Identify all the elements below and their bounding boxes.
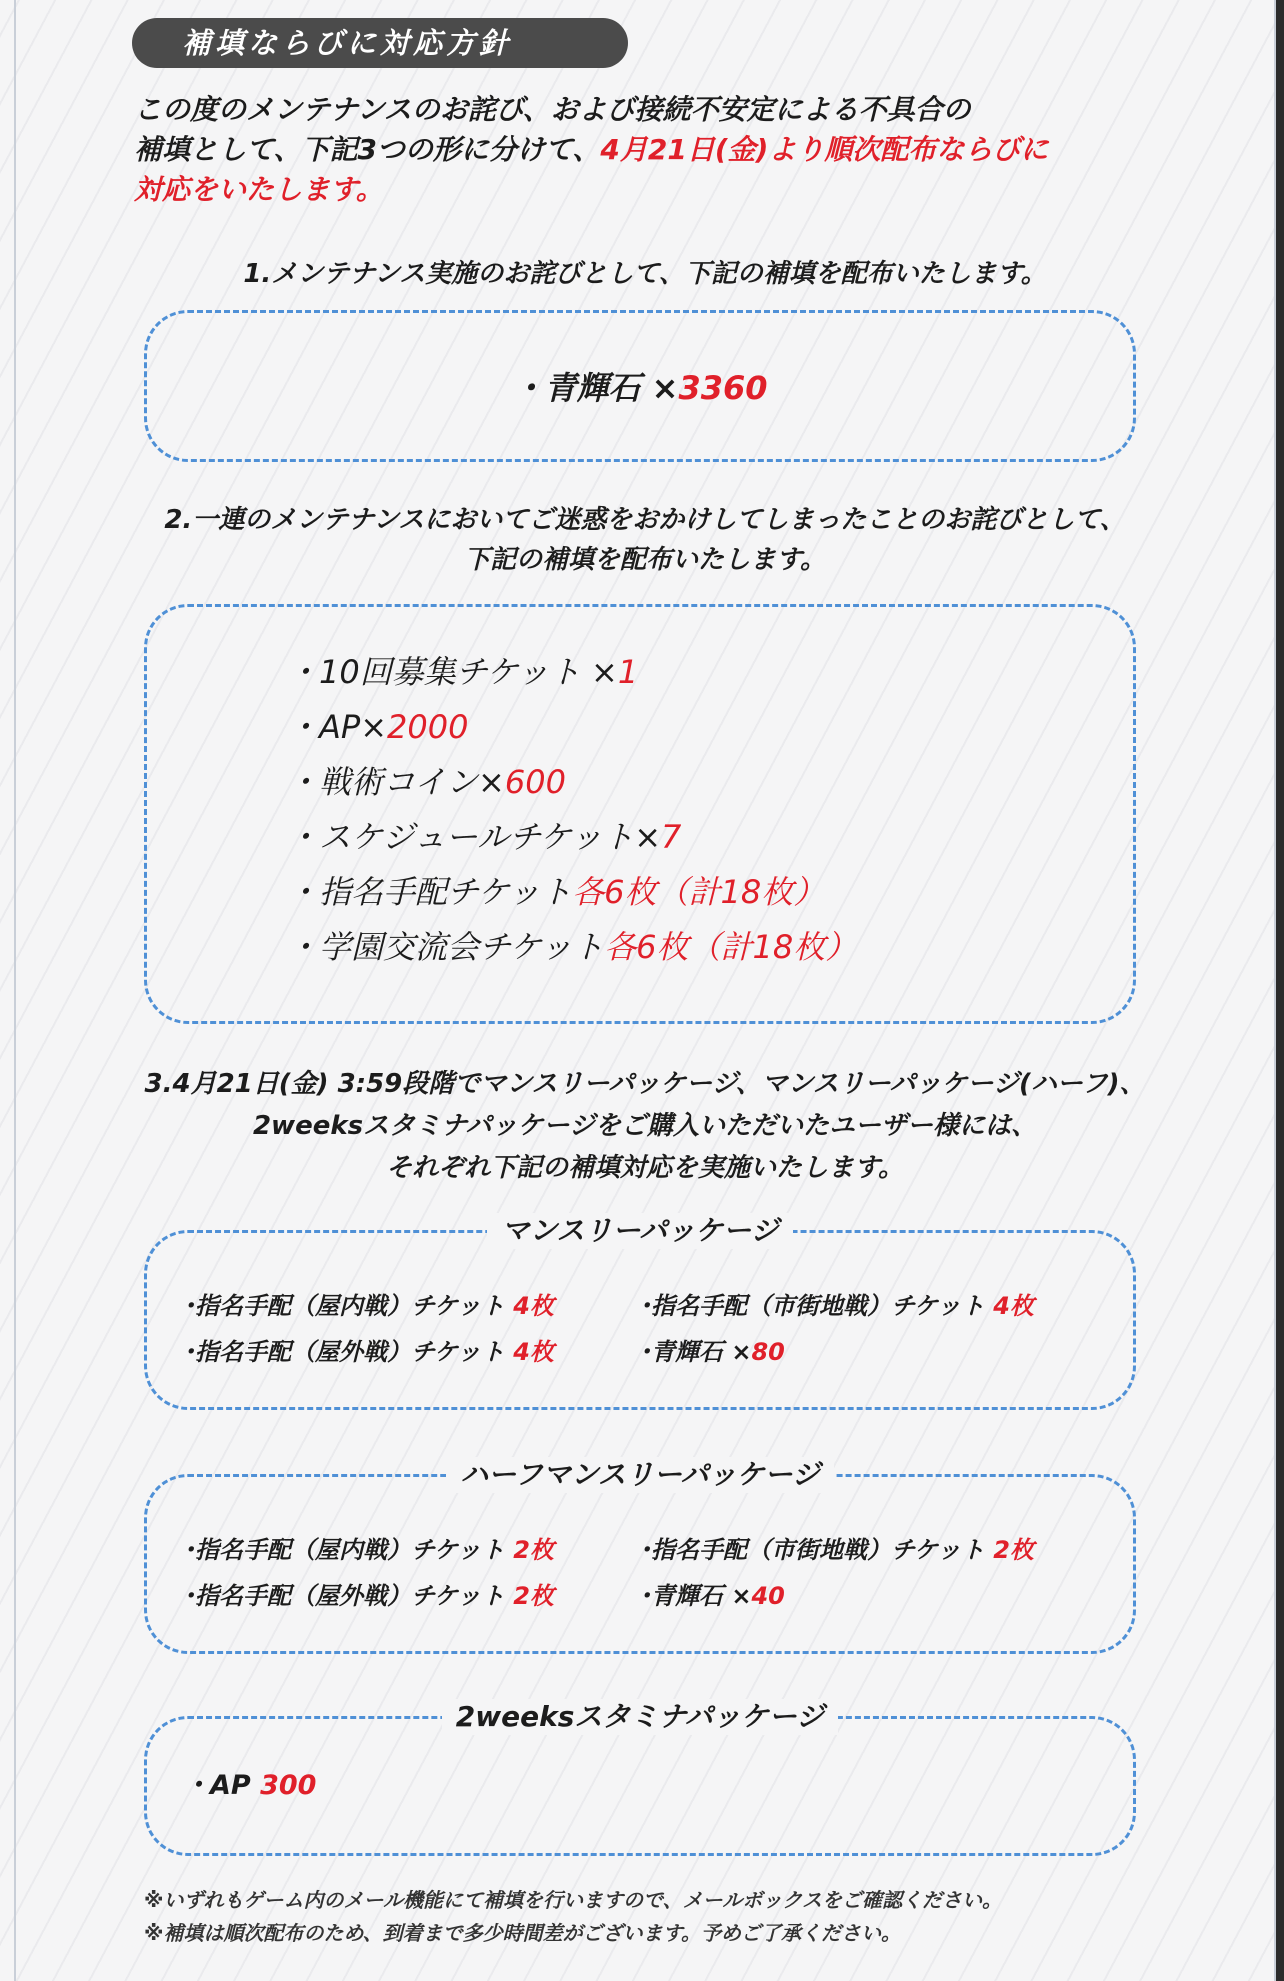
reward-label: ･青輝石 × bbox=[639, 1338, 752, 1366]
section2-item-value: 7 bbox=[661, 818, 682, 856]
reward-value: 4枚 bbox=[513, 1292, 554, 1320]
section-title-label: 補填ならびに対応方針 bbox=[182, 26, 513, 60]
reward-cell bbox=[183, 1283, 639, 1329]
section1-item-value: 3360 bbox=[678, 369, 768, 407]
table-row bbox=[183, 1763, 316, 1809]
table-row bbox=[183, 1329, 1034, 1375]
section2-item-label: ・戦術コイン× bbox=[287, 763, 505, 801]
reward-label: ･青輝石 × bbox=[639, 1582, 752, 1610]
section1-heading-text: 1.メンテナンス実施のお詫びとして、下記の補填を配布いたします。 bbox=[243, 259, 1047, 289]
stamina-package-title bbox=[147, 1699, 1133, 1735]
half-monthly-package-title bbox=[147, 1457, 1133, 1493]
section2-item-value: 各6枚（計18枚） bbox=[604, 928, 858, 966]
reward-value: 2枚 bbox=[513, 1536, 554, 1564]
reward-label: ･指名手配（屋外戦）チケット bbox=[183, 1582, 514, 1610]
table-row bbox=[183, 1573, 1034, 1619]
reward-cell bbox=[639, 1527, 1034, 1573]
list-item bbox=[287, 810, 857, 865]
section2-heading-line-2: 下記の補填を配布いたします。 bbox=[464, 545, 826, 575]
section2-item-value: 1 bbox=[617, 653, 639, 691]
reward-label: ･指名手配（市街地戦）チケット bbox=[639, 1536, 994, 1564]
section2-item-value: 2000 bbox=[387, 708, 469, 746]
screen-edge bbox=[1276, 0, 1284, 1981]
list-item bbox=[287, 920, 857, 975]
reward-value: 2枚 bbox=[513, 1582, 554, 1610]
table-row bbox=[183, 1283, 1034, 1329]
section3-heading-line-1: 3.4月21日(金) 3:59段階でマンスリーパッケージ、マンスリーパッケージ(ハーフ)、 bbox=[144, 1069, 1146, 1099]
intro-line-2 bbox=[134, 130, 1194, 170]
footnote-line-2: ※補填は順次配布のため、到着まで多少時間差がございます。予めご了承ください。 bbox=[144, 1921, 902, 1945]
list-item bbox=[287, 755, 857, 810]
reward-label: ・AP bbox=[183, 1770, 261, 1801]
section2-item-label: ・スケジュールチケット× bbox=[287, 818, 662, 856]
intro-line-1: この度のメンテナンスのお詫び、および接続不安定による不具合の bbox=[134, 93, 971, 126]
list-item bbox=[287, 865, 857, 920]
monthly-package-grid bbox=[183, 1283, 1034, 1375]
reward-label: ･指名手配（屋内戦）チケット bbox=[183, 1292, 514, 1320]
monthly-package-title-text: マンスリーパッケージ bbox=[487, 1213, 792, 1249]
reward-cell bbox=[639, 1329, 785, 1375]
section3-heading bbox=[30, 1063, 1260, 1189]
section1-heading bbox=[30, 254, 1260, 294]
reward-cell bbox=[183, 1527, 639, 1573]
table-row bbox=[183, 1527, 1034, 1573]
section2-item-label: ・10回募集チケット × bbox=[287, 653, 618, 691]
frame-left-border bbox=[14, 0, 16, 1981]
monthly-package-title bbox=[147, 1213, 1133, 1249]
footnotes bbox=[144, 1884, 1244, 1950]
intro-paragraph bbox=[134, 90, 1194, 210]
reward-cell bbox=[183, 1329, 639, 1375]
section2-item-value: 600 bbox=[504, 763, 566, 801]
stamina-package-title-text: 2weeksスタミナパッケージ bbox=[442, 1699, 838, 1735]
section2-reward-box bbox=[144, 604, 1136, 1024]
section-title-pill bbox=[132, 18, 628, 68]
reward-value: 300 bbox=[260, 1770, 317, 1801]
section2-item-label: ・AP× bbox=[287, 708, 388, 746]
section1-item-label: ・青輝石 × bbox=[512, 369, 679, 407]
reward-cell bbox=[639, 1573, 785, 1619]
reward-cell bbox=[639, 1283, 1034, 1329]
reward-value: 40 bbox=[751, 1582, 785, 1610]
half-monthly-package-box bbox=[144, 1458, 1136, 1654]
section2-item-value: 各6枚（計18枚） bbox=[572, 873, 826, 911]
section2-heading bbox=[30, 500, 1260, 580]
half-monthly-package-title-text: ハーフマンスリーパッケージ bbox=[446, 1457, 834, 1493]
list-item bbox=[287, 645, 857, 700]
section2-item-label: ・指名手配チケット bbox=[287, 873, 573, 911]
reward-label: ･指名手配（屋外戦）チケット bbox=[183, 1338, 514, 1366]
reward-value: 2枚 bbox=[993, 1536, 1034, 1564]
footnote-line-1: ※いずれもゲーム内のメール機能にて補填を行いますので、メールボックスをご確認ください。 bbox=[144, 1888, 1003, 1912]
section1-item bbox=[147, 363, 1133, 409]
reward-value: 80 bbox=[751, 1338, 785, 1366]
section3-heading-line-2: 2weeksスタミナパッケージをご購入いただいたユーザー様には、 bbox=[252, 1111, 1038, 1141]
half-monthly-package-grid bbox=[183, 1527, 1034, 1619]
list-item bbox=[287, 700, 857, 755]
reward-value: 4枚 bbox=[993, 1292, 1034, 1320]
monthly-package-box bbox=[144, 1214, 1136, 1410]
intro-date-highlight: 4月21日(金)より順次配布ならびに bbox=[600, 133, 1049, 166]
section2-item-label: ・学園交流会チケット bbox=[287, 928, 605, 966]
intro-line-3: 対応をいたします。 bbox=[134, 173, 384, 206]
stamina-package-box bbox=[144, 1700, 1136, 1856]
reward-value: 4枚 bbox=[513, 1338, 554, 1366]
reward-label: ･指名手配（市街地戦）チケット bbox=[639, 1292, 994, 1320]
reward-cell bbox=[183, 1573, 639, 1619]
section1-reward-box bbox=[144, 310, 1136, 462]
reward-label: ･指名手配（屋内戦）チケット bbox=[183, 1536, 514, 1564]
section3-heading-line-3: それぞれ下記の補填対応を実施いたします。 bbox=[386, 1153, 904, 1183]
section2-item-list bbox=[287, 645, 857, 975]
section2-heading-line-1: 2.一連のメンテナンスにおいてご迷惑をおかけしてしまったことのお詫びとして、 bbox=[164, 505, 1126, 535]
intro-line-2-text: 補填として、下記3つの形に分けて、 bbox=[134, 133, 601, 166]
stamina-package-grid bbox=[183, 1763, 316, 1809]
